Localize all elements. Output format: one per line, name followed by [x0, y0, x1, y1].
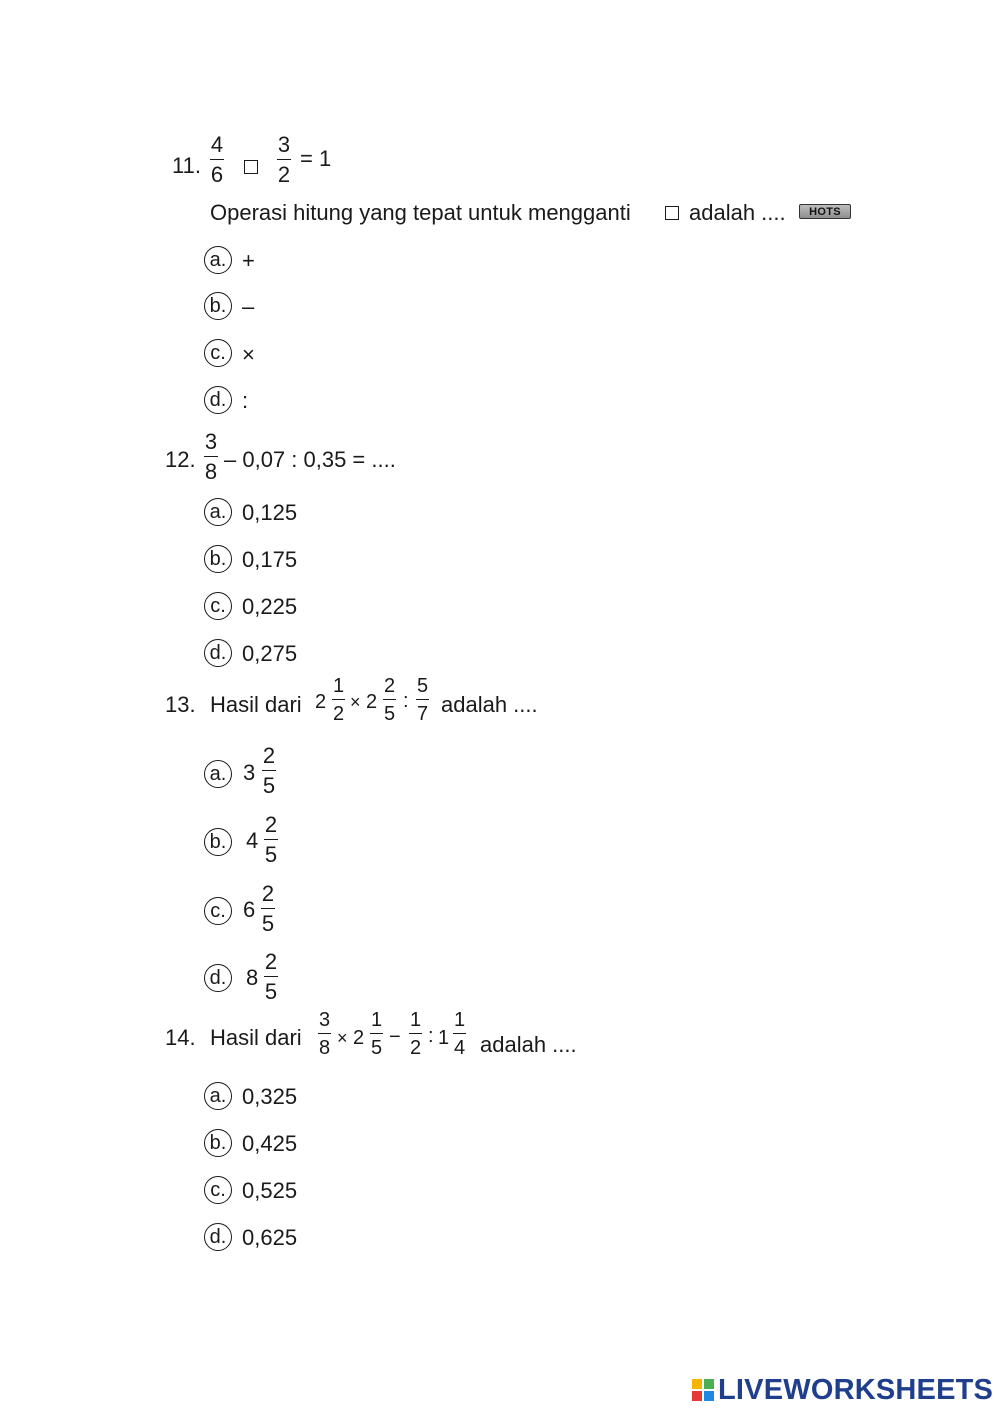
question-prefix: Hasil dari — [210, 692, 302, 717]
option-text: 0,125 — [242, 500, 298, 525]
numerator: 2 — [264, 949, 278, 974]
mixed-number-whole: 3 — [243, 760, 256, 785]
denominator: 5 — [383, 703, 396, 725]
operator: : — [403, 690, 409, 712]
question-suffix: adalah .... — [441, 692, 538, 717]
option-letter: b. — [204, 545, 232, 573]
mixed-number-whole: 2 — [353, 1027, 365, 1049]
denominator: 7 — [416, 703, 429, 725]
numerator: 2 — [261, 881, 275, 906]
denominator: 5 — [264, 979, 278, 1004]
logo-text: LIVEWORKSHEETS — [718, 1373, 994, 1406]
denominator: 2 — [277, 162, 291, 187]
option-text: × — [242, 342, 255, 367]
mixed-number-whole: 4 — [246, 828, 259, 853]
option-letter: d. — [204, 964, 232, 992]
option-text: – — [242, 294, 255, 319]
operator: × — [350, 692, 361, 712]
numerator: 1 — [409, 1009, 422, 1031]
numerator: 1 — [453, 1009, 466, 1031]
question-number: 11. — [172, 153, 201, 178]
question-number: 13. — [165, 692, 196, 717]
fraction — [264, 951, 278, 1003]
operator-placeholder-box — [244, 160, 258, 174]
option-text: 0,275 — [242, 641, 298, 666]
option-letter: c. — [204, 1176, 232, 1204]
option-letter: b. — [204, 1129, 232, 1157]
denominator: 5 — [261, 911, 275, 936]
denominator: 2 — [332, 703, 345, 725]
fraction — [318, 1010, 331, 1058]
denominator: 5 — [370, 1037, 383, 1059]
numerator: 3 — [204, 429, 218, 454]
option-letter: d. — [204, 386, 232, 414]
option-letter: c. — [204, 592, 232, 620]
option-letter: a. — [204, 498, 232, 526]
fraction — [453, 1010, 466, 1058]
option-text: 0,325 — [242, 1084, 298, 1109]
option-text: 0,425 — [242, 1131, 298, 1156]
mixed-number-whole: 1 — [438, 1027, 450, 1049]
option-letter: d. — [204, 1223, 232, 1251]
logo-square — [704, 1391, 714, 1401]
logo-square — [692, 1391, 702, 1401]
numerator: 4 — [210, 132, 224, 157]
option-text: 0,525 — [242, 1178, 298, 1203]
numerator: 2 — [383, 675, 396, 697]
denominator: 6 — [210, 162, 224, 187]
numerator: 1 — [370, 1009, 383, 1031]
fraction — [264, 814, 278, 866]
fraction — [332, 676, 345, 724]
numerator: 3 — [277, 132, 291, 157]
denominator: 2 — [409, 1037, 422, 1059]
fraction — [210, 134, 224, 186]
operator: − — [389, 1026, 401, 1048]
numerator: 1 — [332, 675, 345, 697]
option-text: 0,625 — [242, 1225, 298, 1250]
fraction — [416, 676, 429, 724]
logo-grid-icon — [692, 1379, 714, 1401]
option-letter: a. — [204, 246, 232, 274]
operator-placeholder-box — [665, 206, 679, 220]
liveworksheets-logo[interactable] — [692, 1374, 993, 1406]
option-letter: b. — [204, 828, 232, 856]
option-letter: d. — [204, 639, 232, 667]
numerator: 3 — [318, 1009, 331, 1031]
option-letter: a. — [204, 1082, 232, 1110]
option-letter: c. — [204, 339, 232, 367]
fraction — [383, 676, 396, 724]
question-text: Operasi hitung yang tepat untuk mengganti — [210, 200, 631, 225]
option-letter: c. — [204, 897, 232, 925]
fraction — [204, 431, 218, 483]
question-number: 14. — [165, 1025, 196, 1050]
mixed-number-whole: 8 — [246, 965, 259, 990]
option-text: 0,175 — [242, 547, 298, 572]
question-text-end: adalah .... — [689, 200, 786, 225]
numerator: 2 — [262, 743, 276, 768]
fraction — [277, 134, 291, 186]
fraction — [261, 883, 275, 935]
operator: : — [428, 1025, 434, 1047]
fraction — [262, 745, 276, 797]
fraction — [409, 1010, 422, 1058]
option-letter: a. — [204, 760, 232, 788]
option-text: 0,225 — [242, 594, 298, 619]
logo-square — [692, 1379, 702, 1389]
operator: × — [337, 1028, 348, 1048]
fraction — [370, 1010, 383, 1058]
mixed-number-whole: 2 — [315, 691, 327, 713]
question-number: 12. — [165, 447, 196, 472]
option-letter: b. — [204, 292, 232, 320]
denominator: 5 — [262, 773, 276, 798]
expression: – 0,07 : 0,35 = .... — [224, 447, 396, 472]
numerator: 2 — [264, 812, 278, 837]
mixed-number-whole: 6 — [243, 897, 256, 922]
denominator: 4 — [453, 1037, 466, 1059]
equation-result: = 1 — [300, 146, 332, 171]
mixed-number-whole: 2 — [366, 691, 378, 713]
question-suffix: adalah .... — [480, 1032, 577, 1057]
hots-badge: HOTS — [799, 204, 851, 219]
denominator: 8 — [204, 459, 218, 484]
denominator: 5 — [264, 842, 278, 867]
question-prefix: Hasil dari — [210, 1025, 302, 1050]
logo-square — [704, 1379, 714, 1389]
numerator: 5 — [416, 675, 429, 697]
option-text: + — [242, 248, 255, 273]
option-text: : — [242, 388, 249, 413]
denominator: 8 — [318, 1037, 331, 1059]
